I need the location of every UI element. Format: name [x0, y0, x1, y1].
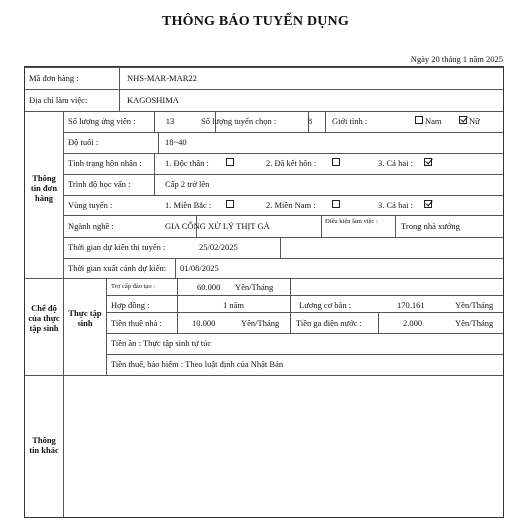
- exam-date-value: 25/02/2025: [199, 242, 238, 252]
- notice-date: Ngày 20 tháng 1 năm 2025: [410, 54, 503, 64]
- base-salary-unit: Yên/Tháng: [455, 300, 494, 310]
- region-option-1-label: 1. Miền Bắc :: [165, 200, 212, 210]
- meals-text: Tiền ăn : Thực tập sinh tự túc: [111, 338, 212, 348]
- marital-option-1-checkbox[interactable]: [226, 158, 234, 166]
- marital-option-2-checkbox[interactable]: [332, 158, 340, 166]
- order-code-label: Mã đơn hàng :: [29, 73, 79, 83]
- education-value: Cấp 2 trở lên: [165, 179, 210, 189]
- age-value: 18~40: [165, 137, 187, 147]
- rent-value: 10.000: [192, 318, 216, 328]
- applicants-value: 13: [165, 116, 175, 126]
- gender-female-checkbox[interactable]: [459, 116, 467, 124]
- marital-option-1-label: 1. Độc thân :: [165, 158, 209, 168]
- workplace-value: KAGOSHIMA: [127, 95, 179, 105]
- tax-insurance-text: Tiền thuế, bảo hiểm : Theo luật định của Nhật Bản: [111, 359, 284, 369]
- trainee-sub-label: Thực tập sinh: [68, 308, 102, 328]
- rent-label: Tiền thuê nhà :: [111, 318, 162, 328]
- marital-option-3-label: 3. Cả hai :: [378, 158, 413, 168]
- departure-date-value: 01/08/2025: [180, 263, 219, 273]
- applicants-label: Số lượng ứng viên :: [68, 116, 136, 126]
- region-option-1-checkbox[interactable]: [226, 200, 234, 208]
- other-info-area[interactable]: [65, 377, 501, 515]
- trainee-section-label: Chế độ của thực tập sinh: [28, 303, 60, 333]
- contract-value: 1 năm: [222, 300, 244, 310]
- departure-date-label: Thời gian xuất cảnh dự kiến:: [68, 263, 167, 273]
- region-option-2-label: 2. Miền Nam :: [266, 200, 316, 210]
- region-option-2-checkbox[interactable]: [332, 200, 340, 208]
- order-info-section-label: Thông tin đơn hàng: [30, 173, 58, 203]
- gender-female-label: Nữ: [469, 116, 480, 126]
- conditions-label: Điều kiện làm việc :: [325, 218, 378, 225]
- selected-value: 8: [307, 116, 313, 126]
- region-option-3-checkbox[interactable]: [424, 200, 432, 208]
- order-code-value: NHS-MAR-MAR22: [127, 73, 197, 83]
- rent-unit: Yên/Tháng: [241, 318, 280, 328]
- selected-label: Số lượng tuyển chọn :: [201, 116, 277, 126]
- marital-option-2-label: 2. Đã kết hôn :: [266, 158, 317, 168]
- allowance-label: Trợ cấp đào tạo :: [111, 283, 155, 290]
- region-label: Vùng tuyển :: [68, 200, 113, 210]
- age-label: Độ tuổi :: [68, 137, 99, 147]
- industry-value: GIA CÔNG XỬ LÝ THỊT GÀ: [165, 221, 270, 231]
- allowance-unit: Yên/Tháng: [235, 282, 274, 292]
- contract-label: Hợp đồng :: [111, 300, 150, 310]
- gender-label: Giới tính :: [332, 116, 368, 126]
- page-title: THÔNG BÁO TUYỂN DỤNG: [162, 14, 349, 29]
- utilities-label: Tiền ga điện nước :: [296, 318, 362, 328]
- recruitment-form: [24, 66, 504, 518]
- region-option-3-label: 3. Cả hai :: [378, 200, 413, 210]
- utilities-unit: Yên/Tháng: [455, 318, 494, 328]
- base-salary-label: Lương cơ bản :: [299, 300, 352, 310]
- gender-male-checkbox[interactable]: [415, 116, 423, 124]
- base-salary-value: 170.161: [397, 300, 425, 310]
- other-info-section-label: Thông tin khác: [29, 435, 59, 455]
- education-label: Trình độ học vấn :: [68, 179, 131, 189]
- conditions-value: Trong nhà xưởng: [401, 221, 460, 231]
- industry-label: Ngành nghề :: [68, 221, 114, 231]
- exam-date-label: Thời gian dự kiến thi tuyển :: [68, 242, 166, 252]
- marital-option-3-checkbox[interactable]: [424, 158, 432, 166]
- utilities-value: 2.000: [403, 318, 423, 328]
- workplace-label: Địa chỉ làm việc:: [29, 95, 88, 105]
- marital-label: Tình trạng hôn nhân :: [68, 158, 142, 168]
- gender-male-label: Nam: [425, 116, 442, 126]
- allowance-value: 60.000: [197, 282, 221, 292]
